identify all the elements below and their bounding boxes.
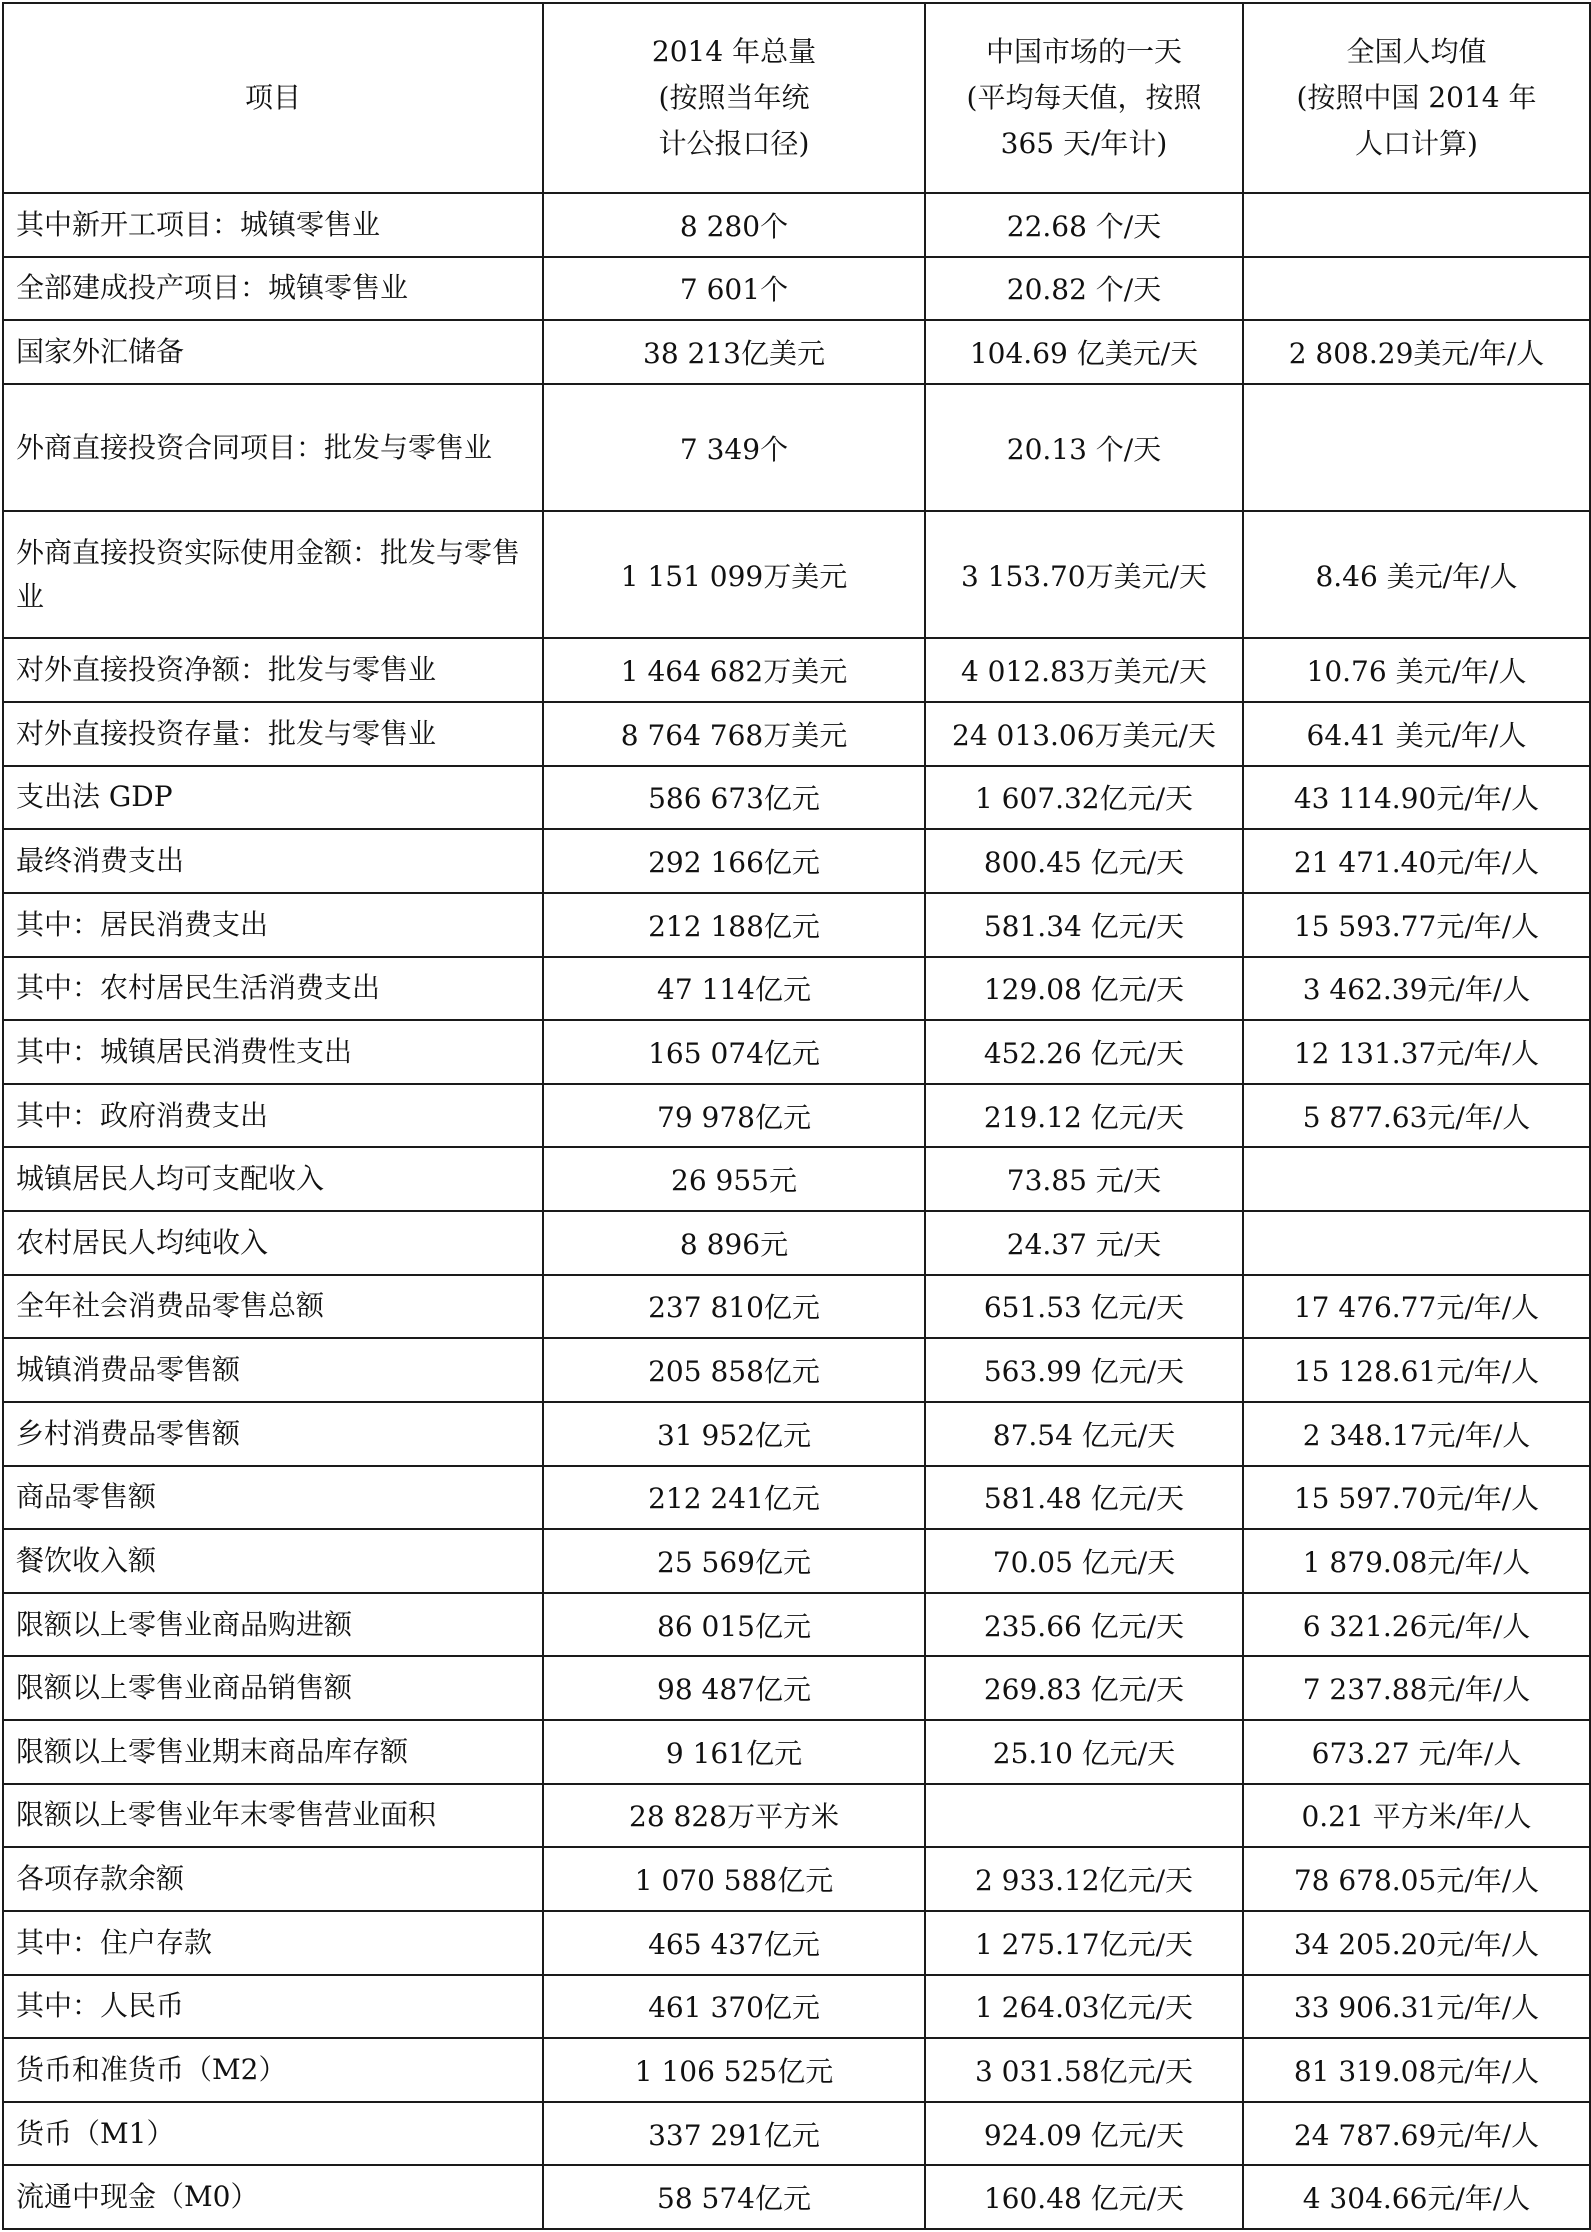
row-total-cell: 38 213亿美元 (543, 320, 925, 384)
row-item-cell: 国家外汇储备 (3, 320, 543, 384)
row-item-cell: 各项存款余额 (3, 1847, 543, 1911)
row-per-capita-cell: 15 597.70元/年/人 (1243, 1466, 1590, 1530)
table-row (3, 511, 1590, 638)
row-item-cell: 城镇居民人均可支配收入 (3, 1147, 543, 1211)
table-body (3, 193, 1590, 2229)
header-line: 项目 (244, 81, 301, 114)
row-per-capita-cell (1243, 257, 1590, 321)
header-line: (按照当年统 (658, 81, 810, 114)
row-per-capita-cell: 0.21 平方米/年/人 (1243, 1784, 1590, 1848)
row-item-cell: 外商直接投资合同项目：批发与零售业 (3, 384, 543, 511)
table-row (3, 1847, 1590, 1911)
table-row (3, 1275, 1590, 1339)
row-per-capita-cell: 17 476.77元/年/人 (1243, 1275, 1590, 1339)
row-daily-cell: 3 031.58亿元/天 (925, 2038, 1243, 2102)
row-total-cell: 461 370亿元 (543, 1975, 925, 2039)
table-row (3, 1402, 1590, 1466)
table-row (3, 1911, 1590, 1975)
row-per-capita-cell (1243, 1147, 1590, 1211)
row-daily-cell: 651.53 亿元/天 (925, 1275, 1243, 1339)
row-item-cell: 其中：农村居民生活消费支出 (3, 957, 543, 1021)
row-per-capita-cell: 81 319.08元/年/人 (1243, 2038, 1590, 2102)
header-total (543, 3, 925, 193)
header-line: 365 天/年计) (1000, 127, 1168, 160)
row-item-cell: 农村居民人均纯收入 (3, 1211, 543, 1275)
table-row (3, 1529, 1590, 1593)
row-total-cell: 58 574亿元 (543, 2165, 925, 2229)
row-item-cell: 全部建成投产项目：城镇零售业 (3, 257, 543, 321)
row-total-cell: 165 074亿元 (543, 1020, 925, 1084)
row-daily-cell: 219.12 亿元/天 (925, 1084, 1243, 1148)
row-daily-cell (925, 1784, 1243, 1848)
row-total-cell: 7 601个 (543, 257, 925, 321)
row-item-cell: 限额以上零售业商品销售额 (3, 1656, 543, 1720)
table-row (3, 193, 1590, 257)
table-row (3, 384, 1590, 511)
row-daily-cell: 3 153.70万美元/天 (925, 511, 1243, 638)
table-row (3, 1466, 1590, 1530)
row-item-cell: 货币（M1） (3, 2102, 543, 2166)
header-line: 计公报口径) (658, 127, 810, 160)
table-row (3, 766, 1590, 830)
table-row (3, 2038, 1590, 2102)
row-item-cell: 对外直接投资存量：批发与零售业 (3, 702, 543, 766)
header-item (3, 3, 543, 193)
row-per-capita-cell: 6 321.26元/年/人 (1243, 1593, 1590, 1657)
row-per-capita-cell: 78 678.05元/年/人 (1243, 1847, 1590, 1911)
row-per-capita-cell: 33 906.31元/年/人 (1243, 1975, 1590, 2039)
row-item-cell: 其中：居民消费支出 (3, 893, 543, 957)
row-total-cell: 28 828万平方米 (543, 1784, 925, 1848)
table-row (3, 2102, 1590, 2166)
row-daily-cell: 1 275.17亿元/天 (925, 1911, 1243, 1975)
row-daily-cell: 4 012.83万美元/天 (925, 638, 1243, 702)
row-item-cell: 全年社会消费品零售总额 (3, 1275, 543, 1339)
row-total-cell: 8 764 768万美元 (543, 702, 925, 766)
row-per-capita-cell: 21 471.40元/年/人 (1243, 829, 1590, 893)
row-daily-cell: 20.82 个/天 (925, 257, 1243, 321)
row-total-cell: 337 291亿元 (543, 2102, 925, 2166)
row-daily-cell: 1 607.32亿元/天 (925, 766, 1243, 830)
row-total-cell: 86 015亿元 (543, 1593, 925, 1657)
row-item-cell: 其中新开工项目：城镇零售业 (3, 193, 543, 257)
table-row (3, 257, 1590, 321)
row-per-capita-cell: 24 787.69元/年/人 (1243, 2102, 1590, 2166)
row-daily-cell: 269.83 亿元/天 (925, 1656, 1243, 1720)
row-daily-cell: 87.54 亿元/天 (925, 1402, 1243, 1466)
row-daily-cell: 563.99 亿元/天 (925, 1338, 1243, 1402)
row-total-cell: 26 955元 (543, 1147, 925, 1211)
row-per-capita-cell: 10.76 美元/年/人 (1243, 638, 1590, 702)
row-item-cell: 外商直接投资实际使用金额：批发与零售业 (3, 511, 543, 638)
row-total-cell: 7 349个 (543, 384, 925, 511)
row-per-capita-cell (1243, 1211, 1590, 1275)
row-item-cell: 其中：政府消费支出 (3, 1084, 543, 1148)
row-total-cell: 31 952亿元 (543, 1402, 925, 1466)
row-item-cell: 餐饮收入额 (3, 1529, 543, 1593)
statistics-table (2, 2, 1591, 2230)
row-per-capita-cell: 2 808.29美元/年/人 (1243, 320, 1590, 384)
row-daily-cell: 452.26 亿元/天 (925, 1020, 1243, 1084)
row-total-cell: 205 858亿元 (543, 1338, 925, 1402)
table-row (3, 1338, 1590, 1402)
row-daily-cell: 20.13 个/天 (925, 384, 1243, 511)
row-daily-cell: 160.48 亿元/天 (925, 2165, 1243, 2229)
row-total-cell: 47 114亿元 (543, 957, 925, 1021)
row-item-cell: 最终消费支出 (3, 829, 543, 893)
row-per-capita-cell: 43 114.90元/年/人 (1243, 766, 1590, 830)
row-item-cell: 支出法 GDP (3, 766, 543, 830)
table-row (3, 1084, 1590, 1148)
row-per-capita-cell: 3 462.39元/年/人 (1243, 957, 1590, 1021)
row-daily-cell: 25.10 亿元/天 (925, 1720, 1243, 1784)
row-daily-cell: 581.48 亿元/天 (925, 1466, 1243, 1530)
table-row (3, 1784, 1590, 1848)
table-row (3, 1593, 1590, 1657)
table-row (3, 320, 1590, 384)
row-daily-cell: 70.05 亿元/天 (925, 1529, 1243, 1593)
row-item-cell: 流通中现金（M0） (3, 2165, 543, 2229)
table-row (3, 1020, 1590, 1084)
table-row (3, 829, 1590, 893)
row-daily-cell: 581.34 亿元/天 (925, 893, 1243, 957)
row-item-cell: 其中：城镇居民消费性支出 (3, 1020, 543, 1084)
row-daily-cell: 22.68 个/天 (925, 193, 1243, 257)
row-total-cell: 8 896元 (543, 1211, 925, 1275)
row-total-cell: 98 487亿元 (543, 1656, 925, 1720)
row-item-cell: 限额以上零售业年末零售营业面积 (3, 1784, 543, 1848)
row-daily-cell: 24 013.06万美元/天 (925, 702, 1243, 766)
row-total-cell: 1 070 588亿元 (543, 1847, 925, 1911)
row-total-cell: 79 978亿元 (543, 1084, 925, 1148)
row-item-cell: 城镇消费品零售额 (3, 1338, 543, 1402)
row-per-capita-cell: 15 128.61元/年/人 (1243, 1338, 1590, 1402)
row-total-cell: 586 673亿元 (543, 766, 925, 830)
row-item-cell: 其中：人民币 (3, 1975, 543, 2039)
row-item-cell: 商品零售额 (3, 1466, 543, 1530)
row-total-cell: 1 106 525亿元 (543, 2038, 925, 2102)
table-row (3, 1975, 1590, 2039)
row-daily-cell: 104.69 亿美元/天 (925, 320, 1243, 384)
header-line: 中国市场的一天 (985, 35, 1182, 68)
row-item-cell: 限额以上零售业期末商品库存额 (3, 1720, 543, 1784)
row-daily-cell: 800.45 亿元/天 (925, 829, 1243, 893)
row-daily-cell: 2 933.12亿元/天 (925, 1847, 1243, 1911)
row-item-cell: 其中：住户存款 (3, 1911, 543, 1975)
row-daily-cell: 129.08 亿元/天 (925, 957, 1243, 1021)
table-row (3, 1656, 1590, 1720)
row-total-cell: 212 241亿元 (543, 1466, 925, 1530)
header-per-capita (1243, 3, 1590, 193)
row-item-cell: 乡村消费品零售额 (3, 1402, 543, 1466)
header-line: 人口计算) (1355, 127, 1478, 160)
row-daily-cell: 73.85 元/天 (925, 1147, 1243, 1211)
table-row (3, 702, 1590, 766)
header-line: (平均每天值，按照 (966, 81, 1202, 114)
row-total-cell: 9 161亿元 (543, 1720, 925, 1784)
row-item-cell: 对外直接投资净额：批发与零售业 (3, 638, 543, 702)
row-daily-cell: 924.09 亿元/天 (925, 2102, 1243, 2166)
table-row (3, 638, 1590, 702)
row-per-capita-cell: 673.27 元/年/人 (1243, 1720, 1590, 1784)
row-per-capita-cell: 64.41 美元/年/人 (1243, 702, 1590, 766)
row-per-capita-cell: 2 348.17元/年/人 (1243, 1402, 1590, 1466)
table-row (3, 1720, 1590, 1784)
row-per-capita-cell: 12 131.37元/年/人 (1243, 1020, 1590, 1084)
row-total-cell: 465 437亿元 (543, 1911, 925, 1975)
header-line: (按照中国 2014 年 (1296, 81, 1537, 114)
row-per-capita-cell: 8.46 美元/年/人 (1243, 511, 1590, 638)
header-daily (925, 3, 1243, 193)
table-row (3, 2165, 1590, 2229)
row-per-capita-cell: 15 593.77元/年/人 (1243, 893, 1590, 957)
row-total-cell: 8 280个 (543, 193, 925, 257)
table-row (3, 957, 1590, 1021)
row-per-capita-cell: 1 879.08元/年/人 (1243, 1529, 1590, 1593)
row-total-cell: 212 188亿元 (543, 893, 925, 957)
row-per-capita-cell: 7 237.88元/年/人 (1243, 1656, 1590, 1720)
header-line: 全国人均值 (1346, 35, 1487, 68)
row-daily-cell: 24.37 元/天 (925, 1211, 1243, 1275)
row-total-cell: 292 166亿元 (543, 829, 925, 893)
table-row (3, 1211, 1590, 1275)
row-item-cell: 限额以上零售业商品购进额 (3, 1593, 543, 1657)
row-per-capita-cell (1243, 193, 1590, 257)
row-daily-cell: 235.66 亿元/天 (925, 1593, 1243, 1657)
row-per-capita-cell: 5 877.63元/年/人 (1243, 1084, 1590, 1148)
header-row (3, 3, 1590, 193)
table-row (3, 893, 1590, 957)
row-total-cell: 237 810亿元 (543, 1275, 925, 1339)
row-per-capita-cell: 4 304.66元/年/人 (1243, 2165, 1590, 2229)
row-per-capita-cell (1243, 384, 1590, 511)
row-total-cell: 1 464 682万美元 (543, 638, 925, 702)
row-daily-cell: 1 264.03亿元/天 (925, 1975, 1243, 2039)
row-total-cell: 25 569亿元 (543, 1529, 925, 1593)
header-line: 2014 年总量 (651, 35, 817, 68)
row-item-cell: 货币和准货币（M2） (3, 2038, 543, 2102)
table-row (3, 1147, 1590, 1211)
row-total-cell: 1 151 099万美元 (543, 511, 925, 638)
row-per-capita-cell: 34 205.20元/年/人 (1243, 1911, 1590, 1975)
